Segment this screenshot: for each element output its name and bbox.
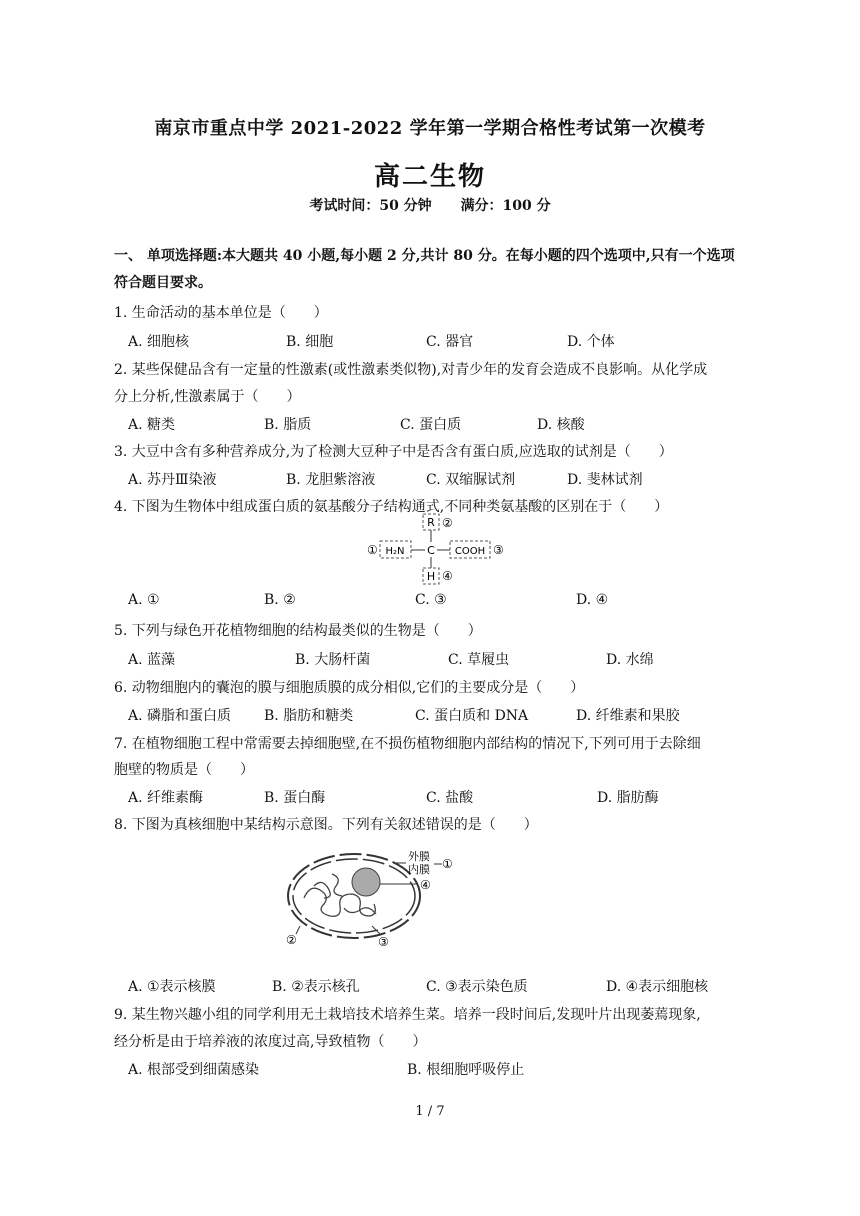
amino-acid-diagram xyxy=(366,512,516,586)
q5-option-b: B. 大肠杆菌 xyxy=(295,652,371,668)
q2-option-c: C. 蛋白质 xyxy=(400,417,462,433)
q3-option-b: B. 龙胆紫溶液 xyxy=(286,472,376,488)
q8-option-b: B. ②表示核孔 xyxy=(272,979,360,995)
carboxyl-label: COOH xyxy=(454,546,486,557)
section-heading-1: 一、 单项选择题:本大题共 40 小题,每小题 2 分,共计 80 分。在每小题的四个选项中,只有一个选项 xyxy=(114,248,735,264)
q8-option-d: D. ④表示细胞核 xyxy=(606,979,709,995)
question-5-stem: 5. 下列与绿色开花植物细胞的结构最类似的生物是（ ） xyxy=(114,623,482,639)
page-number: 1 / 7 xyxy=(415,1104,445,1119)
amino-group-label: H₂N xyxy=(385,546,405,557)
q9-option-a: A. 根部受到细菌感染 xyxy=(128,1062,260,1078)
label-2: ② xyxy=(442,516,453,530)
pointer-3 xyxy=(372,926,380,934)
q8-option-a: A. ①表示核膜 xyxy=(128,979,216,995)
question-1-stem: 1. 生命活动的基本单位是（ ） xyxy=(114,305,328,321)
section-heading-2: 符合题目要求。 xyxy=(114,275,212,291)
q4-option-d: D. ④ xyxy=(576,592,609,608)
question-9-stem-2: 经分析是由于培养液的浓度过高,导致植物（ ） xyxy=(114,1034,427,1050)
q2-option-a: A. 糖类 xyxy=(128,417,176,433)
exam-meta xyxy=(0,195,860,215)
q4-option-b: B. ② xyxy=(264,592,296,608)
q1-option-c: C. 器官 xyxy=(426,334,474,350)
q6-option-c: C. 蛋白质和 DNA xyxy=(415,708,529,724)
nucleus-label-3: ③ xyxy=(378,935,389,949)
q1-option-d: D. 个体 xyxy=(567,334,615,350)
question-9-stem-1: 9. 某生物兴趣小组的同学利用无土栽培技术培养生菜。培养一段时间后,发现叶片出现萎蔫现象, xyxy=(114,1007,701,1023)
q7-option-c: C. 盐酸 xyxy=(426,790,474,806)
nuclear-envelope-inner xyxy=(293,859,415,933)
inner-membrane-label: 内膜 xyxy=(408,863,430,876)
nucleus-label-2: ② xyxy=(286,933,297,947)
q2-option-b: B. 脂质 xyxy=(264,417,312,433)
q6-option-a: A. 磷脂和蛋白质 xyxy=(128,708,232,724)
q3-option-c: C. 双缩脲试剂 xyxy=(426,472,516,488)
q6-option-d: D. 纤维素和果胶 xyxy=(576,708,680,724)
nucleus-label-1: ① xyxy=(442,857,453,871)
exam-time: 考试时间：50 分钟 xyxy=(309,198,432,214)
question-8-stem: 8. 下图为真核细胞中某结构示意图。下列有关叙述错误的是（ ） xyxy=(114,817,538,833)
question-3-stem: 3. 大豆中含有多种营养成分,为了检测大豆种子中是否含有蛋白质,应选取的试剂是（ ） xyxy=(114,444,673,460)
nucleus-label-4: ④ xyxy=(420,878,431,892)
q1-option-b: B. 细胞 xyxy=(286,334,334,350)
nucleolus xyxy=(352,868,380,896)
exam-score: 满分：100 分 xyxy=(460,198,551,214)
label-1: ① xyxy=(367,543,378,557)
label-3: ③ xyxy=(493,543,504,557)
question-2-stem-2: 分上分析,性激素属于（ ） xyxy=(114,389,301,405)
question-7-stem-1: 7. 在植物细胞工程中常需要去掉细胞壁,在不损伤植物细胞内部结构的情况下,下列可用于去除细 xyxy=(114,736,701,752)
central-carbon: C xyxy=(427,544,435,557)
nucleus-diagram xyxy=(284,846,464,950)
q5-option-d: D. 水绵 xyxy=(606,652,654,668)
q5-option-c: C. 草履虫 xyxy=(448,652,510,668)
q7-option-a: A. 纤维素酶 xyxy=(128,790,204,806)
q3-option-d: D. 斐林试剂 xyxy=(567,472,643,488)
q2-option-d: D. 核酸 xyxy=(537,417,585,433)
nuclear-envelope-outer xyxy=(288,854,420,938)
q6-option-b: B. 脂肪和糖类 xyxy=(264,708,354,724)
question-4-stem: 4. 下图为生物体中组成蛋白质的氨基酸分子结构通式,不同种类氨基酸的区别在于（ ） xyxy=(114,499,669,515)
h-atom-label: H xyxy=(426,570,436,583)
q7-option-b: B. 蛋白酶 xyxy=(264,790,326,806)
label-4: ④ xyxy=(442,569,453,583)
q4-option-a: A. ① xyxy=(128,592,160,608)
r-group-label: R xyxy=(427,516,435,529)
page-title: 南京市重点中学 2021-2022 学年第一学期合格性考试第一次模考 xyxy=(154,118,706,139)
q8-option-c: C. ③表示染色质 xyxy=(426,979,528,995)
q5-option-a: A. 蓝藻 xyxy=(128,652,176,668)
q9-option-b: B. 根细胞呼吸停止 xyxy=(407,1062,525,1078)
q1-option-a: A. 细胞核 xyxy=(128,334,190,350)
q4-option-c: C. ③ xyxy=(415,592,447,608)
q3-option-a: A. 苏丹Ⅲ染液 xyxy=(128,472,217,488)
page-subject: 高二生物 xyxy=(373,162,486,192)
question-7-stem-2: 胞壁的物质是（ ） xyxy=(114,762,254,778)
question-2-stem-1: 2. 某些保健品含有一定量的性激素(或性激素类似物),对青少年的发育会造成不良影响。从化学成 xyxy=(114,362,708,378)
q7-option-d: D. 脂肪酶 xyxy=(597,790,659,806)
question-6-stem: 6. 动物细胞内的囊泡的膜与细胞质膜的成分相似,它们的主要成分是（ ） xyxy=(114,680,585,696)
outer-membrane-label: 外膜 xyxy=(408,850,430,863)
